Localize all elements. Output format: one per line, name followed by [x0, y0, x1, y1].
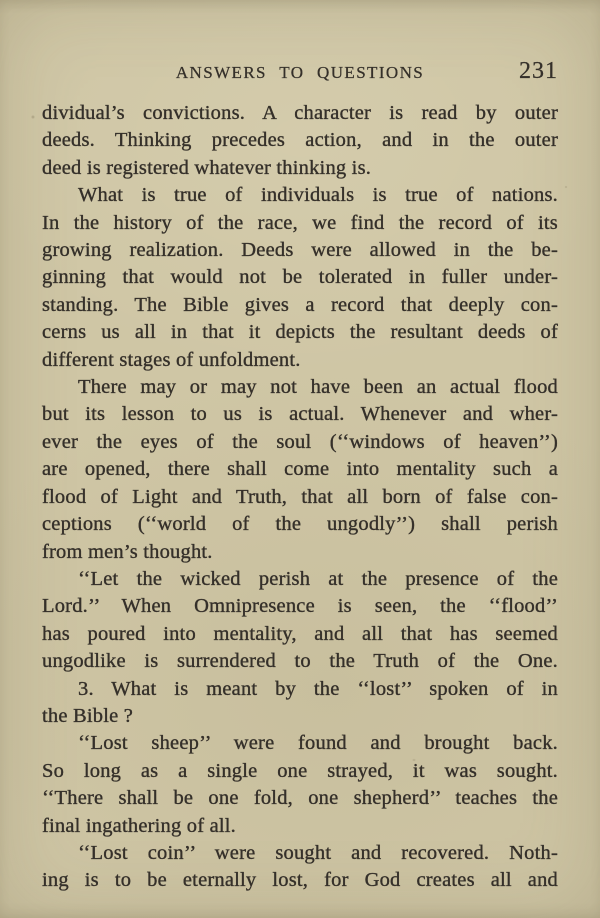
text-line: ‘‘Let the wicked perish at the presence of the: [78, 567, 558, 590]
text-line: ‘‘Lost coin’’ were sought and recovered. Noth-: [78, 841, 558, 864]
text-line: What is true of individuals is true of nations.: [78, 184, 558, 207]
paragraph: [42, 566, 558, 676]
text-line: but its lesson to us is actual. Whenever and wher-: [42, 403, 558, 426]
page-number: 231: [519, 58, 558, 84]
page-header: [42, 58, 558, 86]
text-line: ungodlike is surrendered to the Truth of the One.: [42, 650, 558, 673]
text-line: from men’s thought.: [42, 540, 213, 563]
text-line: deeds. Thinking precedes action, and in the outer: [42, 129, 558, 152]
text-line: 3. What is meant by the ‘‘lost’’ spoken of in: [78, 677, 558, 700]
paragraph: [42, 730, 558, 840]
paragraph: [42, 100, 558, 182]
text-line: In the history of the race, we find the record of its: [42, 211, 558, 234]
text-line: ing is to be eternally lost, for God creates all and: [42, 869, 558, 892]
text-line: flood of Light and Truth, that all born of false con-: [42, 485, 558, 508]
text-line: final ingathering of all.: [42, 814, 236, 837]
paragraph: [42, 840, 558, 895]
paragraph: [42, 676, 558, 731]
text-line: ‘‘There shall be one fold, one shepherd’’ teaches the: [42, 787, 558, 810]
text-line: ever the eyes of the soul (‘‘windows of heaven’’): [42, 430, 558, 453]
text-line: growing realization. Deeds were allowed in the be-: [42, 239, 558, 262]
text-line: There may or may not have been an actual flood: [78, 376, 558, 399]
running-title: ANSWERS TO QUESTIONS: [175, 63, 425, 82]
text-line: So long as a single one strayed, it was sought.: [42, 759, 558, 782]
text-line: different stages of unfoldment.: [42, 348, 301, 371]
paragraph: [42, 182, 558, 374]
text-line: Lord.’’ When Omnipresence is seen, the ‘‘flood’’: [42, 595, 558, 618]
page-body: [42, 100, 558, 895]
text-line: ceptions (‘‘world of the ungodly’’) shall perish: [42, 513, 558, 536]
text-line: deed is registered whatever thinking is.: [42, 156, 372, 179]
text-line: dividual’s convictions. A character is read by outer: [42, 102, 558, 124]
text-line: ginning that would not be tolerated in fuller under-: [42, 266, 558, 289]
text-line: are opened, there shall come into mentality such a: [42, 458, 558, 481]
text-line: cerns us all in that it depicts the resultant deeds of: [42, 321, 558, 344]
text-line: has poured into mentality, and all that has seemed: [42, 622, 558, 645]
text-line: standing. The Bible gives a record that deeply con-: [42, 293, 558, 316]
text-line: ‘‘Lost sheep’’ were found and brought back.: [78, 732, 558, 755]
paragraph: [42, 374, 558, 566]
text-line: the Bible ?: [42, 704, 134, 727]
